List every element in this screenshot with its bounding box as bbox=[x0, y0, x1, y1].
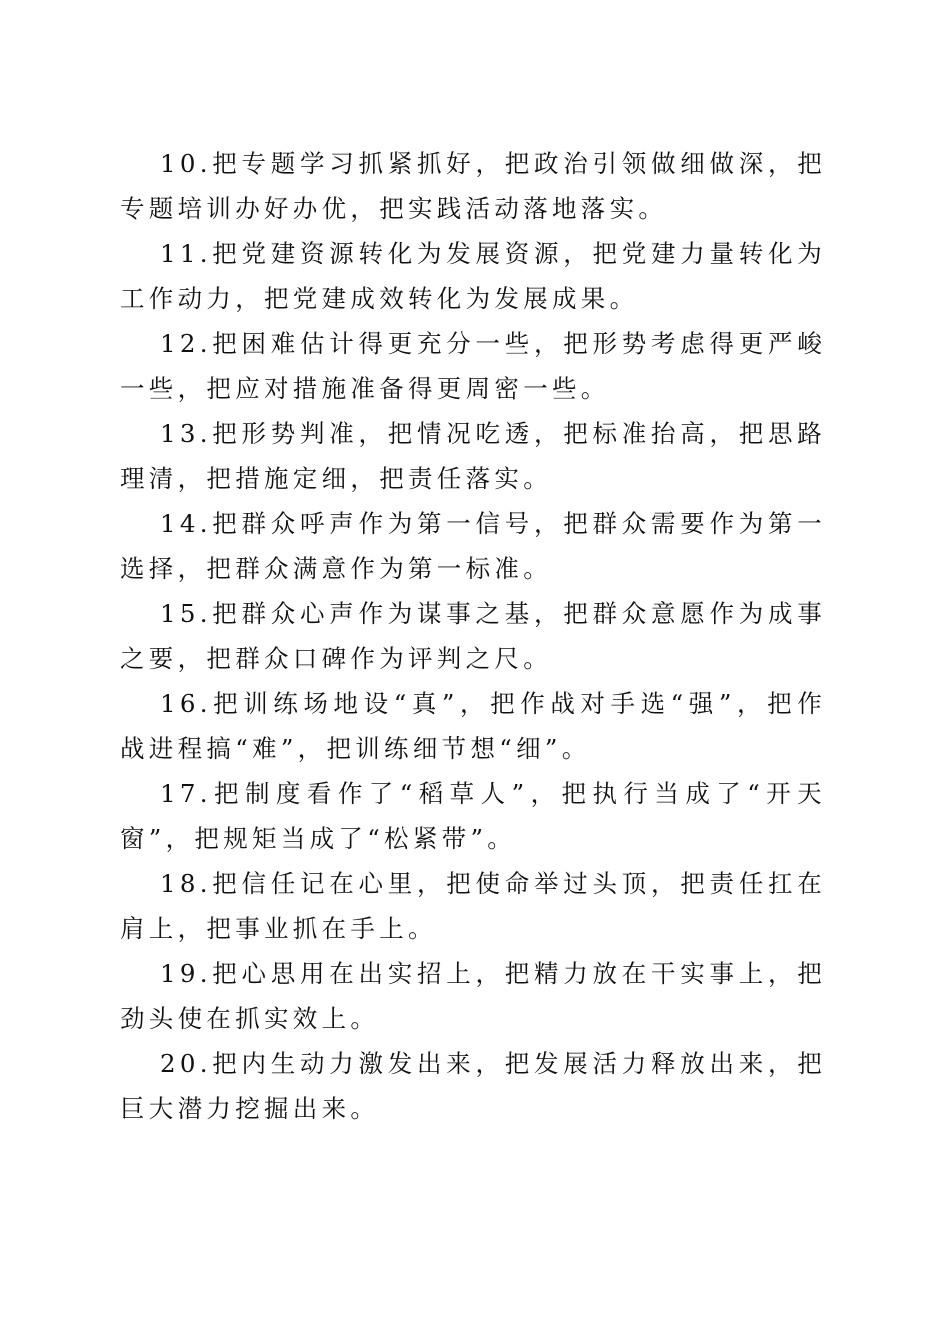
paragraph-18: 18.把信任记在心里，把使命举过头顶，把责任扛在肩上，把事业抓在手上。 bbox=[120, 869, 826, 943]
paragraph-19: 19.把心思用在出实招上，把精力放在干实事上，把劲头使在抓实效上。 bbox=[120, 959, 826, 1033]
paragraph-20: 20.把内生动力激发出来，把发展活力释放出来，把巨大潜力挖掘出来。 bbox=[120, 1049, 826, 1123]
paragraph-10: 10.把专题学习抓紧抓好，把政治引领做细做深，把专题培训办好办优，把实践活动落地落实。 bbox=[120, 149, 826, 223]
document-body bbox=[120, 141, 826, 1131]
paragraph-14: 14.把群众呼声作为第一信号，把群众需要作为第一选择，把群众满意作为第一标准。 bbox=[120, 509, 826, 583]
paragraph-17: 17.把制度看作了“稻草人”，把执行当成了“开天窗”，把规矩当成了“松紧带”。 bbox=[120, 779, 826, 853]
paragraph-16: 16.把训练场地设“真”，把作战对手选“强”，把作战进程搞“难”，把训练细节想“细”。 bbox=[120, 689, 826, 763]
paragraph-13: 13.把形势判准，把情况吃透，把标准抬高，把思路理清，把措施定细，把责任落实。 bbox=[120, 419, 826, 493]
paragraph-15: 15.把群众心声作为谋事之基，把群众意愿作为成事之要，把群众口碑作为评判之尺。 bbox=[120, 599, 826, 673]
paragraph-11: 11.把党建资源转化为发展资源，把党建力量转化为工作动力，把党建成效转化为发展成果。 bbox=[120, 239, 826, 313]
paragraph-12: 12.把困难估计得更充分一些，把形势考虑得更严峻一些，把应对措施准备得更周密一些。 bbox=[120, 329, 826, 403]
